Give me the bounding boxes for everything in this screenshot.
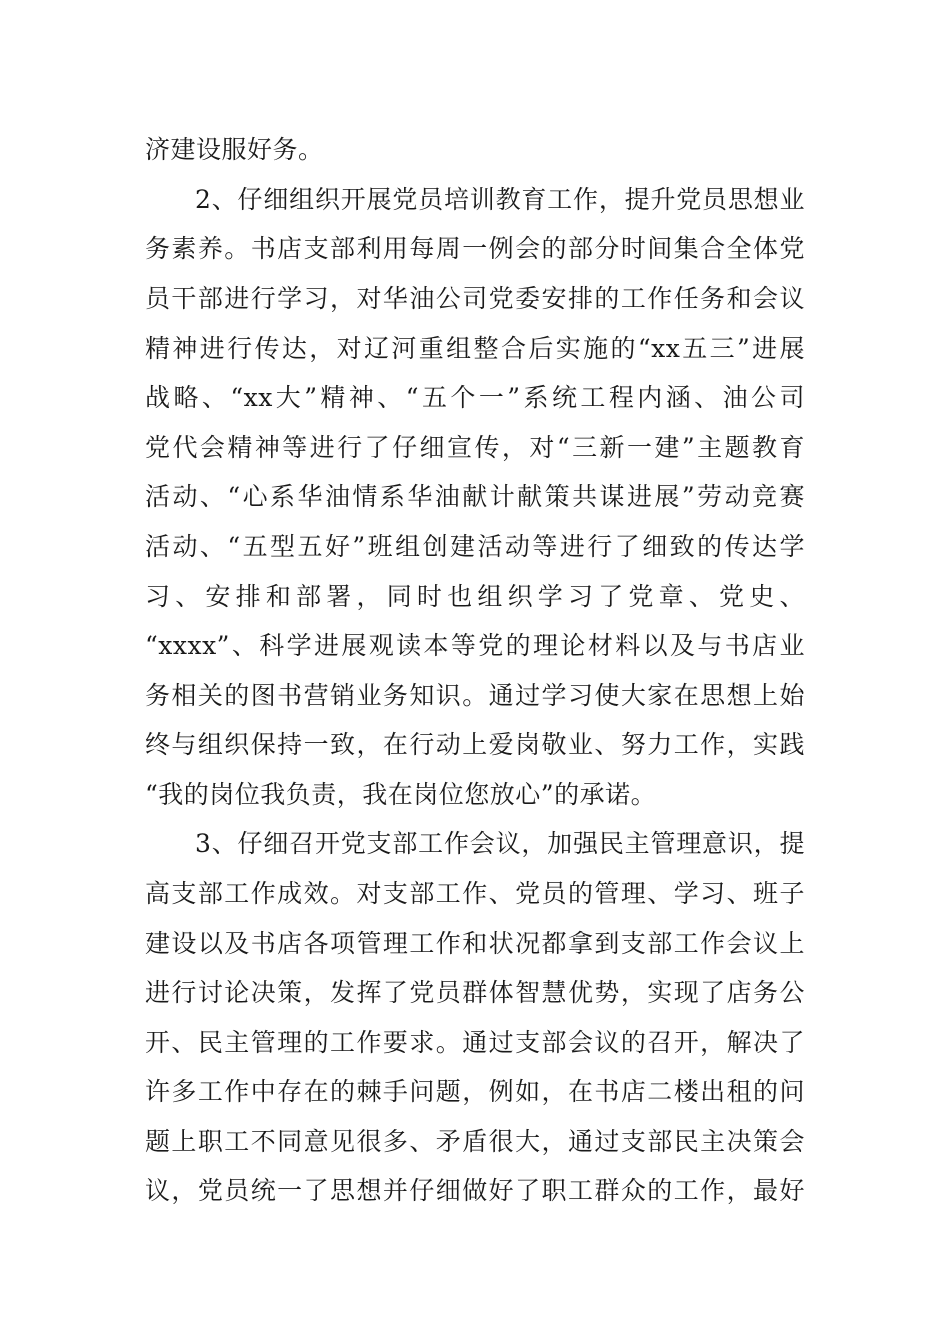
paragraph-start-line: 2、仔细组织开展党员培训教育工作，提升党员思想业 xyxy=(195,185,805,214)
text-line: 高支部工作成效。对支部工作、党员的管理、学习、班子 xyxy=(145,879,805,908)
paragraph-start-line: 3、仔细召开党支部工作会议，加强民主管理意识，提 xyxy=(195,829,805,858)
text-line: 习、安排和部署，同时也组织学习了党章、党史、 xyxy=(145,582,805,611)
text-line: 活动、“心系华油情系华油献计献策共谋进展”劳动竞赛 xyxy=(145,482,805,511)
text-line: 开、民主管理的工作要求。通过支部会议的召开，解决了 xyxy=(145,1028,805,1057)
text-line: 题上职工不同意见很多、矛盾很大，通过支部民主决策会 xyxy=(145,1127,805,1156)
text-line: 党代会精神等进行了仔细宣传，对“三新一建”主题教育 xyxy=(145,433,805,462)
text-line: 济建设服好务。 xyxy=(145,135,324,164)
text-line: 终与组织保持一致，在行动上爱岗敬业、努力工作，实践 xyxy=(145,730,805,759)
text-line: 员干部进行学习，对华油公司党委安排的工作任务和会议 xyxy=(145,284,805,313)
text-line: 精神进行传达，对辽河重组整合后实施的“xx五三”进展 xyxy=(145,334,805,363)
text-line: 建设以及书店各项管理工作和状况都拿到支部工作会议上 xyxy=(145,929,805,958)
text-line: 战略、“xx大”精神、“五个一”系统工程内涵、油公司 xyxy=(145,383,805,412)
text-line: 务相关的图书营销业务知识。通过学习使大家在思想上始 xyxy=(145,681,805,710)
text-line: “xxxx”、科学进展观读本等党的理论材料以及与书店业 xyxy=(145,631,805,660)
text-line: 议，党员统一了思想并仔细做好了职工群众的工作，最好 xyxy=(145,1176,805,1205)
text-line: 活动、“五型五好”班组创建活动等进行了细致的传达学 xyxy=(145,532,805,561)
text-line: 许多工作中存在的棘手问题，例如，在书店二楼出租的问 xyxy=(145,1077,805,1106)
text-line: 进行讨论决策，发挥了党员群体智慧优势，实现了店务公 xyxy=(145,978,805,1007)
text-line: 务素养。书店支部利用每周一例会的部分时间集合全体党 xyxy=(145,234,805,263)
paragraph-end-line: “我的岗位我负责，我在岗位您放心”的承诺。 xyxy=(145,780,657,809)
